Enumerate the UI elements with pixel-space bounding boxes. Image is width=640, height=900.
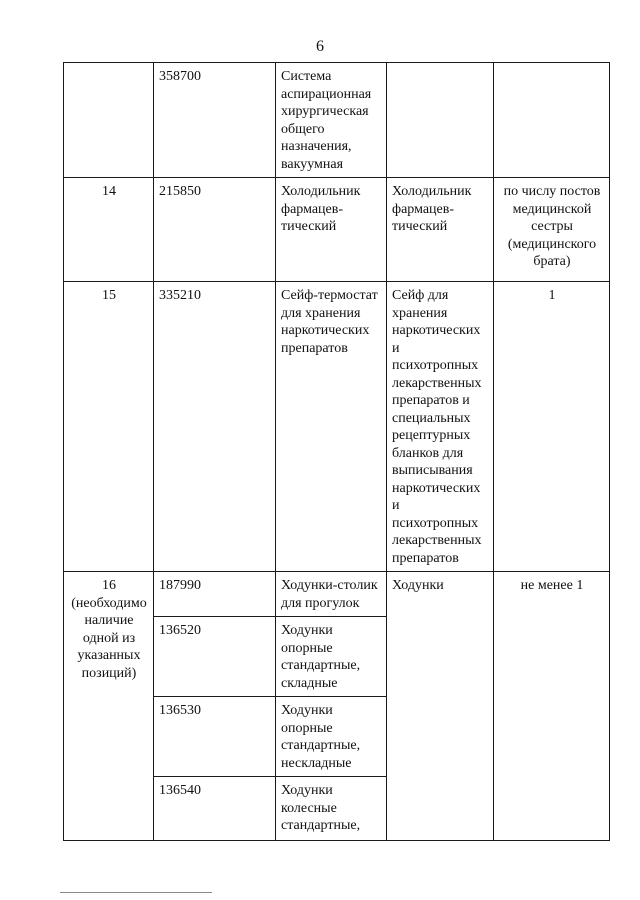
table-row <box>64 572 610 617</box>
row-number-cell <box>64 63 154 178</box>
table-row <box>64 282 610 572</box>
name-cell: Ходунки колесные стандартные, <box>276 777 387 841</box>
equipment-cell <box>387 63 494 178</box>
equipment-cell: Ходунки <box>387 572 494 841</box>
code-cell: 215850 <box>154 178 276 282</box>
table-row <box>64 178 610 282</box>
code-cell: 187990 <box>154 572 276 617</box>
page-number: 6 <box>316 38 324 55</box>
name-cell: Холодильник фармацев-тический <box>276 178 387 282</box>
code-cell: 358700 <box>154 63 276 178</box>
quantity-cell: 1 <box>494 282 610 572</box>
name-cell: Система аспирационная хирургическая общего назначения, вакуумная <box>276 63 387 178</box>
name-cell: Ходунки-столик для прогулок <box>276 572 387 617</box>
code-cell: 335210 <box>154 282 276 572</box>
footnote-divider <box>60 892 212 893</box>
name-cell: Ходунки опорные стандартные, нескладные <box>276 697 387 777</box>
quantity-cell: не менее 1 <box>494 572 610 841</box>
row-number-cell: 14 <box>64 178 154 282</box>
code-cell: 136520 <box>154 617 276 697</box>
table-row <box>64 63 610 178</box>
code-cell: 136530 <box>154 697 276 777</box>
equipment-cell: Холодильник фармацев-тический <box>387 178 494 282</box>
equipment-table <box>63 62 610 841</box>
row-number-cell: 16 (необходимо наличие одной из указанных позиций) <box>64 572 154 841</box>
row-number-cell: 15 <box>64 282 154 572</box>
quantity-cell: по числу постов медицинской сестры (медицинского брата) <box>494 178 610 282</box>
quantity-cell <box>494 63 610 178</box>
code-cell: 136540 <box>154 777 276 841</box>
equipment-cell: Сейф для хранения наркотических и психотропных лекарственных препаратов и специальных рецептурных бланков для выписывания наркотических и психотропных лекарственных препаратов <box>387 282 494 572</box>
name-cell: Сейф-термостат для хранения наркотических препаратов <box>276 282 387 572</box>
name-cell: Ходунки опорные стандартные, складные <box>276 617 387 697</box>
